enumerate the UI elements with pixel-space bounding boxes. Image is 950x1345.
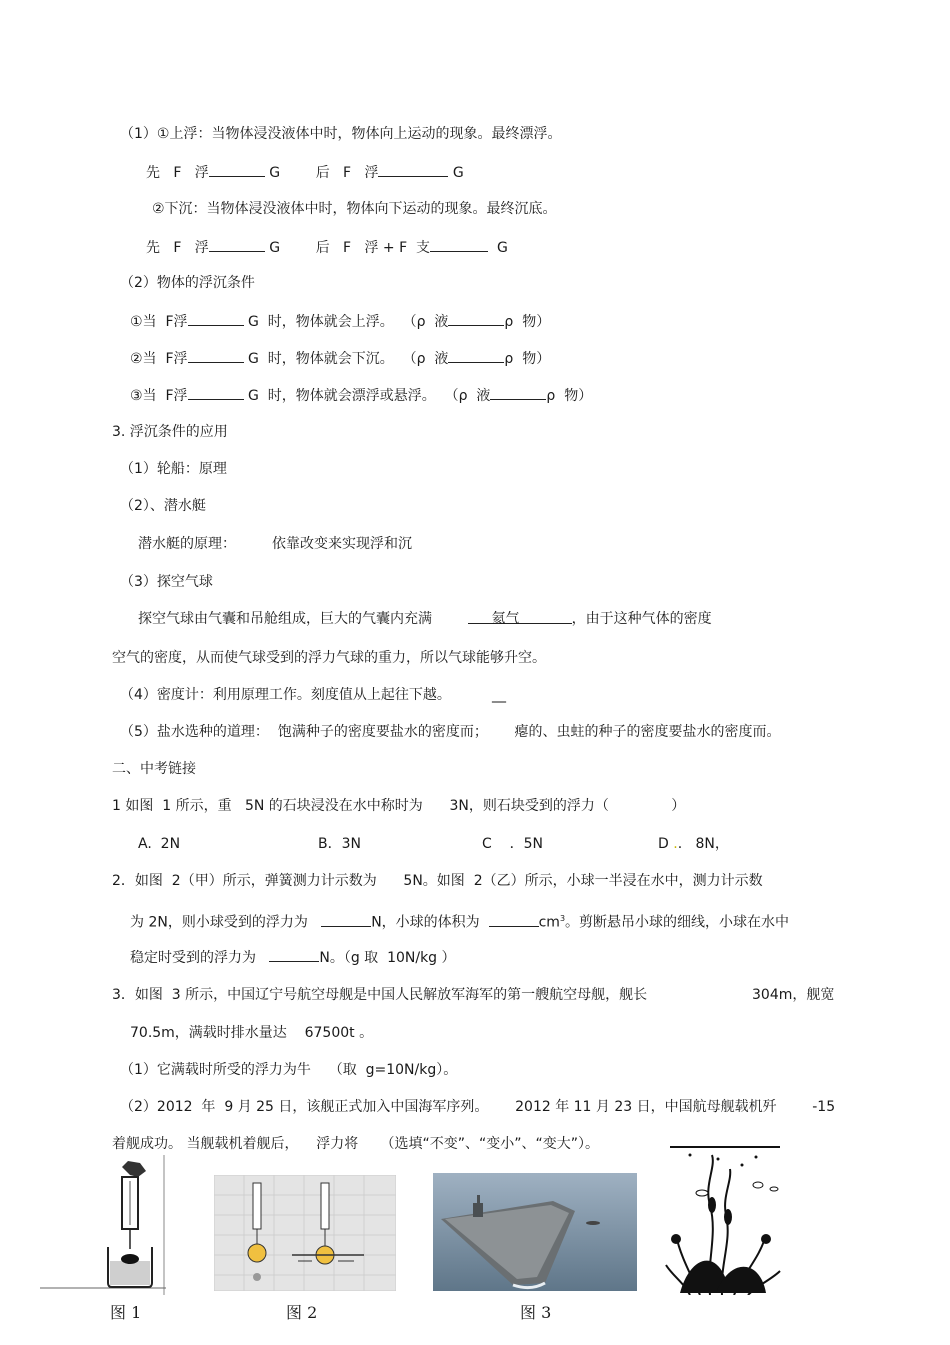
text: G 时，物体就会下沉。 （ρ 液 [247, 351, 449, 367]
text-submarine: （2）、潜水艇 [120, 498, 206, 514]
text-submarine-principle-label: 潜水艇的原理： [138, 536, 236, 552]
text: 2．如图 2（甲）所示，弹簧测力计示数为 [112, 873, 377, 889]
text: 为 2N，则小球受到的浮力为 [130, 914, 308, 931]
text: ①当 F浮 [130, 314, 188, 330]
question-3-part-2 [120, 1097, 835, 1117]
q1-option-d[interactable]: D .. 8N， [658, 836, 729, 852]
text: G [452, 165, 464, 181]
text: ） [671, 798, 686, 814]
mark: __ [492, 687, 506, 703]
figure-2-spring-scales [214, 1175, 396, 1291]
caption-figure-1: 图 1 [110, 1303, 142, 1322]
line-float-up-forces [146, 161, 464, 183]
question-3-line-2: 70.5m，满载时排水量达 67500t 。 [130, 1025, 374, 1041]
text: 瘪的、虫蛀的种子的密度要盐水的密度而。 [514, 724, 781, 740]
question-3-part-1: （1）它满载时所受的浮力为牛 （取 g=10N/kg）。 [120, 1062, 458, 1078]
q1-option-b[interactable]: B．3N [318, 836, 361, 852]
text-sink: ②下沉：当物体浸没液体中时，物体向下运动的现象。最终沉底。 [152, 201, 557, 217]
text: cm [538, 914, 560, 931]
question-3-part-2-cont: 着舰成功。 当舰载机着舰后， 浮力将 （选填“不变”、“变小”、“变大”）。 [112, 1136, 600, 1152]
text: G [269, 165, 281, 181]
question-2-line-1 [112, 871, 763, 891]
blank[interactable] [378, 161, 448, 177]
text-seed-selection [120, 722, 781, 742]
text: G [269, 240, 281, 256]
blank[interactable] [321, 911, 371, 927]
text: （2）2012 年 9 月 25 日，该舰正式加入中国海军序列。 [120, 1099, 489, 1115]
text: 1 如图 1 所示，重 5N 的石块浸没在水中称时为 [112, 798, 423, 814]
text: ③当 F浮 [130, 388, 188, 404]
text: G 时，物体就会上浮。 （ρ 液 [247, 314, 449, 330]
condition-2 [130, 347, 550, 369]
text-balloon: （3）探空气球 [120, 574, 213, 590]
heading-applications: 3. 浮沉条件的应用 [112, 424, 228, 440]
superscript: 3 [559, 914, 566, 923]
text: ρ 物） [504, 351, 551, 367]
blank[interactable] [188, 347, 244, 363]
text: 后 F 浮 [315, 165, 379, 181]
text: 5N。如图 2（乙）所示，小球一半浸在水中，测力计示数 [403, 873, 763, 889]
text: 先 F 浮 [146, 165, 209, 181]
caption-figure-3: 图 3 [520, 1303, 552, 1322]
blank[interactable] [448, 310, 504, 326]
heading-conditions: （2）物体的浮沉条件 [120, 275, 255, 291]
text: 探空气球由气囊和吊舱组成，巨大的气囊内充满 [138, 611, 432, 627]
text-float-up: （1）①上浮：当物体浸没液体中时，物体向上运动的现象。最终漂浮。 [120, 126, 562, 142]
text: N，小球的体积为 [371, 914, 480, 931]
blank[interactable] [209, 236, 265, 252]
line-sink-forces [146, 236, 508, 258]
question-2-line-3 [130, 946, 456, 968]
text: 2012 年 11 月 23 日，中国航母舰载机歼 [515, 1099, 777, 1115]
helium-fill[interactable]: 氦气 [468, 609, 572, 624]
text: 后 F 浮 + F 支 [315, 240, 431, 256]
text: 先 F 浮 [146, 240, 209, 256]
text-submarine-principle: 依靠改变来实现浮和沉 [272, 536, 412, 552]
q1-option-c[interactable]: C ．5N [482, 836, 543, 852]
blank[interactable] [188, 310, 244, 326]
condition-3 [130, 384, 592, 406]
question-2-line-2 [130, 909, 789, 933]
blank[interactable] [490, 384, 546, 400]
text: G [496, 240, 508, 256]
figure-3-aircraft-carrier [433, 1173, 637, 1291]
text: . 8N， [677, 836, 729, 852]
text: ρ 物） [504, 314, 551, 330]
question-3-length: 304m，舰宽 [752, 987, 835, 1003]
text: ρ 物） [546, 388, 593, 404]
text: -15 [812, 1099, 836, 1115]
figure-1-spring-scale-beaker [40, 1155, 166, 1295]
text: 3N，则石块受到的浮力（ [449, 798, 609, 814]
text: 稳定时受到的浮力为 [130, 950, 256, 966]
condition-1 [130, 310, 550, 332]
text-hydrometer: （4）密度计：利用原理工作。刻度值从上起往下越。 [120, 687, 451, 703]
text: N。（g 取 10N/kg ） [319, 950, 456, 966]
text-ship: （1）轮船：原理 [120, 461, 227, 477]
text: D [658, 836, 669, 852]
text: G 时，物体就会漂浮或悬浮。 （ρ 液 [247, 388, 491, 404]
blank[interactable] [209, 161, 265, 177]
question-1 [112, 796, 685, 816]
blank[interactable] [269, 946, 319, 962]
text: 3．如图 3 所示，中国辽宁号航空母舰是中国人民解放军海军的第一艘航空母舰，舰长 [112, 987, 648, 1003]
text: （5）盐水选种的道理： [120, 724, 269, 740]
text: 。剪断悬吊小球的细线，小球在水中 [565, 914, 790, 931]
blank[interactable] [489, 911, 539, 927]
text-balloon-desc [138, 609, 712, 629]
heading-exam-links: 二、中考链接 [112, 761, 196, 777]
blank[interactable] [430, 236, 488, 252]
text: 饱满种子的密度要盐水的密度而； [277, 724, 488, 740]
text: ，由于这种气体的密度 [571, 611, 712, 627]
caption-figure-2: 图 2 [286, 1303, 318, 1322]
text-balloon-desc-2: 空气的密度，从而使气球受到的浮力气球的重力，所以气球能够升空。 [112, 650, 546, 666]
question-3-line-1 [112, 985, 647, 1005]
text: ②当 F浮 [130, 351, 188, 367]
figure-4-seaweed-fish [660, 1145, 788, 1295]
blank[interactable] [188, 384, 244, 400]
blank[interactable] [448, 347, 504, 363]
q1-option-a[interactable]: A. 2N [138, 836, 181, 852]
